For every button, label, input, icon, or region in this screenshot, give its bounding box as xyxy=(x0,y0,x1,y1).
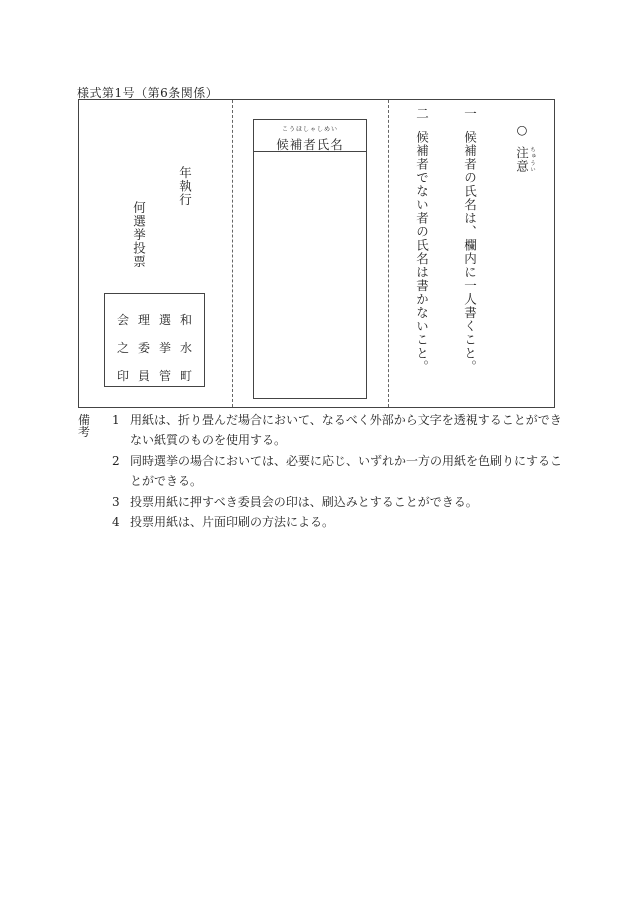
circle-mark-icon: ○ xyxy=(514,122,530,138)
candidate-name-label: 候補者氏名 xyxy=(276,137,344,152)
candidate-name-ruby: こうほしゃしめい xyxy=(281,126,338,133)
remarks-heading: 備考 xyxy=(78,413,91,439)
candidate-name-write-area[interactable] xyxy=(254,152,366,400)
election-name: 何選挙投票 xyxy=(131,201,147,269)
seal-column-4: 会 之 印 xyxy=(116,313,129,383)
fold-line-left xyxy=(232,100,233,407)
form-title: 様式第1号（第6条関係） xyxy=(77,86,219,100)
candidate-name-header xyxy=(254,120,366,152)
notice-item-1: 一候補者の氏名は、欄内に一人書くこと。 xyxy=(462,107,478,374)
notice-item-2: 二候補者でない者の氏名は書かないこと。 xyxy=(414,107,430,374)
notice-heading-text: 注意 ちゅうい xyxy=(514,146,535,173)
election-commission-seal xyxy=(104,293,205,387)
ballot-paper xyxy=(78,99,555,408)
seal-column-2: 選 挙 管 xyxy=(159,313,172,383)
notice-heading xyxy=(515,122,535,173)
execution-year-label: 年執行 xyxy=(177,166,193,207)
fold-line-right xyxy=(388,100,389,407)
seal-column-1: 和 水 町 xyxy=(180,313,193,383)
seal-column-3: 理 委 員 xyxy=(137,313,150,383)
candidate-name-box xyxy=(253,119,367,399)
